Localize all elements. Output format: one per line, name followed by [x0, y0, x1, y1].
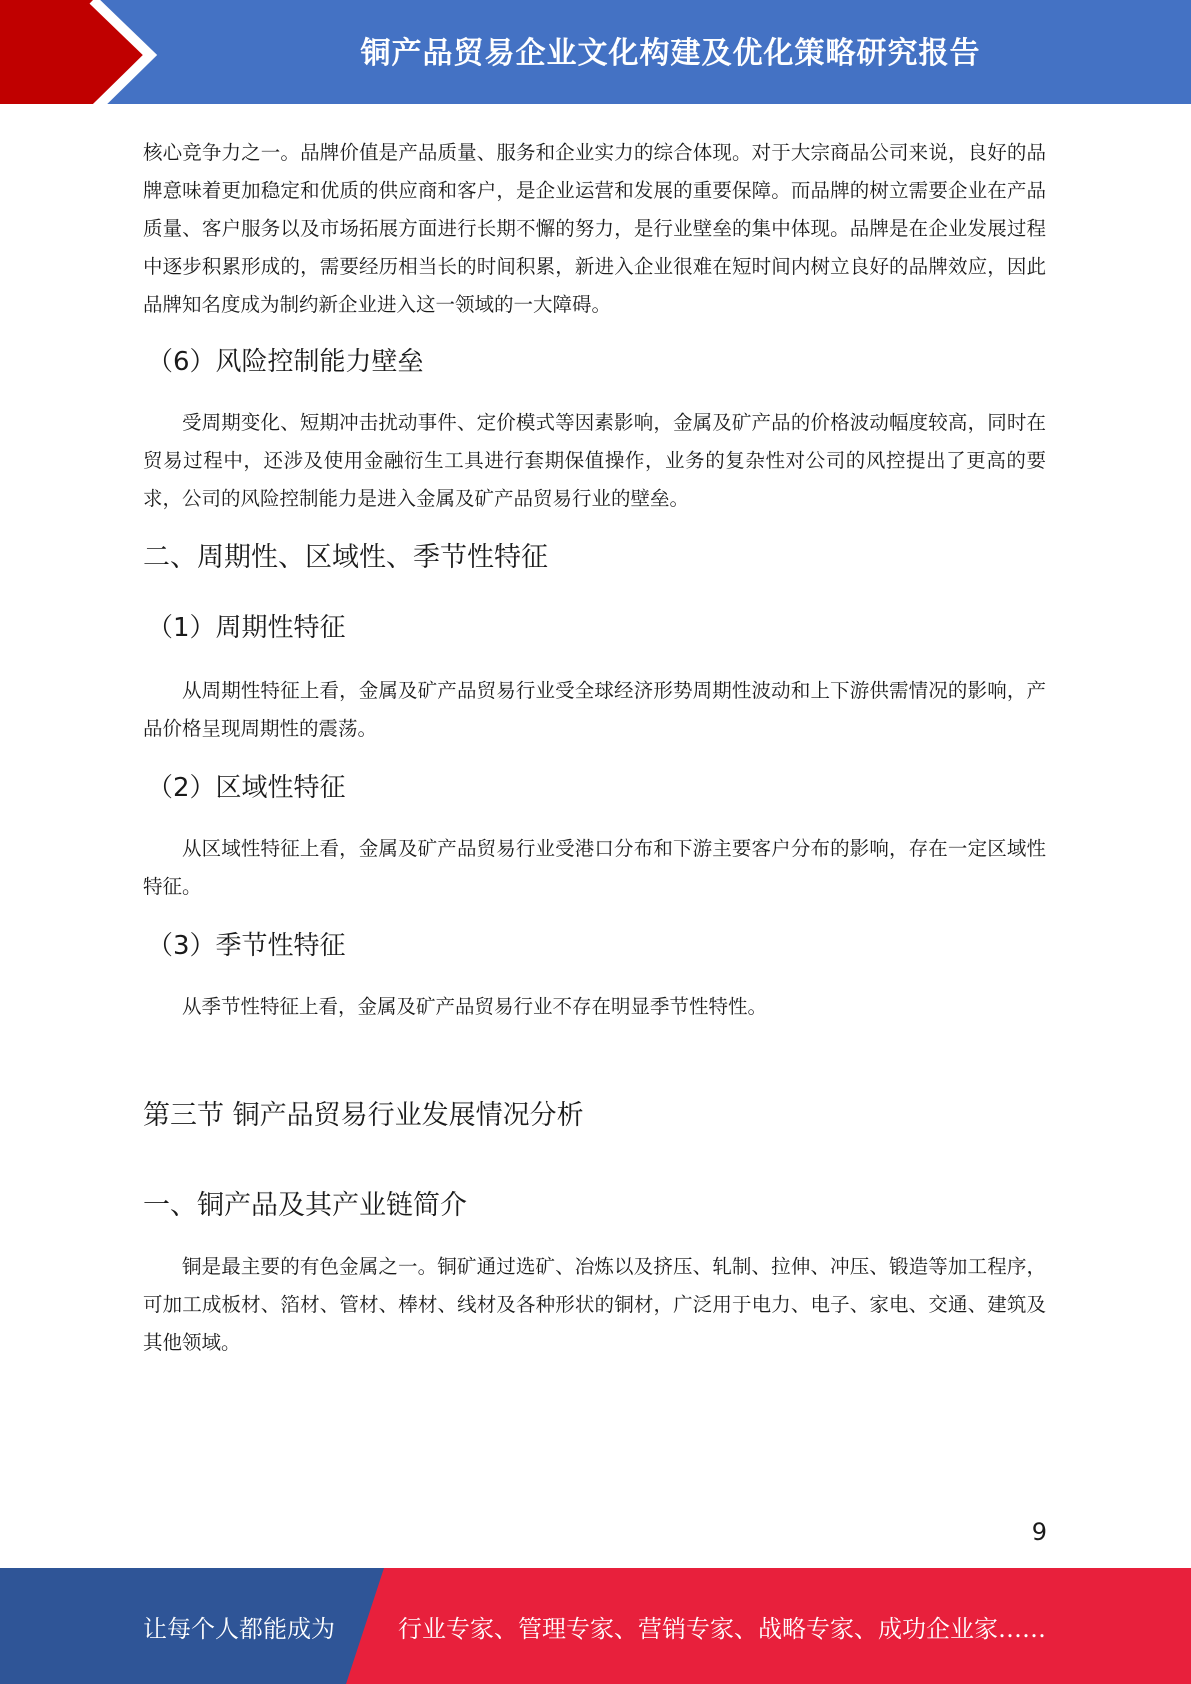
page-content — [143, 134, 1046, 1362]
footer-slogan-left: 让每个人都能成为 — [143, 1614, 335, 1643]
page-number: 9 — [1031, 1518, 1047, 1546]
paragraph-cyclical: 从周期性特征上看，金属及矿产品贸易行业受全球经济形势周期性波动和上下游供需情况的影响，产品价格呈现周期性的震荡。 — [143, 679, 1046, 740]
header-bottom-gap — [0, 104, 1191, 111]
paragraph-brand: 核心竞争力之一。品牌价值是产品质量、服务和企业实力的综合体现。对于大宗商品公司来说，良好的品牌意味着更加稳定和优质的供应商和客户，是企业运营和发展的重要保障。而品牌的树立需要企业在产品质量、客户服务以及市场拓展方面进行长期不懈的努力，是行业壁垒的集中体现。品牌是在企业发展过程中逐步积累形成的，需要经历相当长的时间积累，新进入企业很难在短时间内树立良好的品牌效应，因此品牌知名度成为制约新企业进入这一领域的一大障碍。 — [143, 141, 1046, 316]
paragraph-copper: 铜是最主要的有色金属之一。铜矿通过选矿、冶炼以及挤压、轧制、拉伸、冲压、锻造等加工程序，可加工成板材、箔材、管材、棒材、线材及各种形状的铜材，广泛用于电力、电子、家电、交通、建筑及其他领域。 — [143, 1255, 1046, 1354]
page-header — [0, 0, 1191, 111]
footer-slogan-right: 行业专家、管理专家、营销专家、战略专家、成功企业家…… — [398, 1614, 1046, 1643]
paragraph-regional: 从区域性特征上看，金属及矿产品贸易行业受港口分布和下游主要客户分布的影响，存在一定区域性特征。 — [143, 837, 1046, 898]
heading-risk-control: （6）风险控制能力壁垒 — [147, 347, 424, 377]
heading-copper-intro: 一、铜产品及其产业链简介 — [143, 1190, 467, 1221]
header-red-arrow — [0, 0, 150, 111]
paragraph-risk-control: 受周期变化、短期冲击扰动事件、定价模式等因素影响，金属及矿产品的价格波动幅度较高，同时在贸易过程中，还涉及使用金融衍生工具进行套期保值操作，业务的复杂性对公司的风控提出了更高的要求，公司的风险控制能力是进入金属及矿产品贸易行业的壁垒。 — [143, 411, 1046, 510]
page-footer — [0, 1568, 1191, 1684]
heading-regional: （2）区域性特征 — [147, 773, 346, 803]
heading-section-3: 第三节 铜产品贸易行业发展情况分析 — [143, 1100, 584, 1131]
document-title: 铜产品贸易企业文化构建及优化策略研究报告 — [360, 36, 981, 71]
heading-features: 二、周期性、区域性、季节性特征 — [143, 542, 548, 573]
paragraph-seasonal: 从季节性特征上看，金属及矿产品贸易行业不存在明显季节性特性。 — [182, 995, 768, 1018]
heading-seasonal: （3）季节性特征 — [147, 931, 346, 961]
heading-cyclical: （1）周期性特征 — [147, 613, 346, 643]
